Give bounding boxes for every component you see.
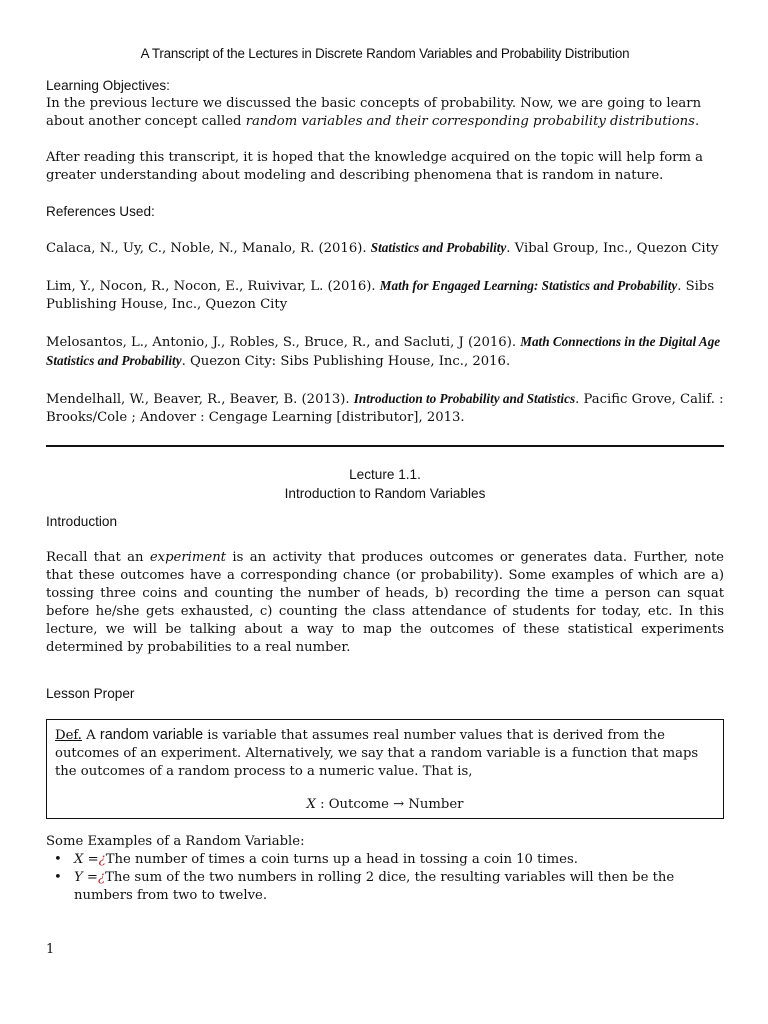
objectives-paragraph-1: In the previous lecture we discussed the basic concepts of probability. Now, we are going to learn about another concept called random variables and their corresponding probability distributions. xyxy=(46,96,702,129)
unknown-glyph: ¿ xyxy=(98,852,106,867)
reference-item: Lim, Y., Nocon, R., Nocon, E., Ruivivar, L. (2016). Math for Engaged Learning: Statistics and Probability. Sibs Publishing House, Inc., Quezon City xyxy=(46,278,715,312)
lesson-proper-heading: Lesson Proper xyxy=(46,686,135,701)
document-page xyxy=(46,46,724,905)
reference-item: Melosantos, L., Antonio, J., Robles, S., Bruce, R., and Sacluti, J (2016). Math Connections in the Digital Age Statistics and Probability. Quezon City: Sibs Publishing House, Inc., 2016. xyxy=(46,334,721,369)
definition-box xyxy=(46,719,724,819)
definition-label: Def. xyxy=(55,728,82,743)
lecture-title: Introduction to Random Variables xyxy=(284,486,486,501)
section-divider xyxy=(46,445,724,447)
introduction-paragraph: Recall that an experiment is an activity that produces outcomes or generates data. Further, note that these outcomes have a corresponding chance (or probability). Some examples of which are a) tossing three coins and counting the number of heads, b) recording the time a person can squat before he/she gets exhausted, c) counting the class attendance of students for today, etc. In this lecture, we will be talking about a way to map the outcomes of these statistical experiments determined by probabilities to a real number. xyxy=(46,550,724,655)
reference-item: Mendelhall, W., Beaver, R., Beaver, B. (2013). Introduction to Probability and Statistics. Pacific Grove, Calif. : Brooks/Cole ; Andover : Cengage Learning [distributor], 2013. xyxy=(46,391,724,425)
objectives-paragraph-2: After reading this transcript, it is hoped that the knowledge acquired on the topic will help form a greater understanding about modeling and describing phenomena that is random in nature. xyxy=(46,150,704,183)
definition-formula: X : Outcome → Number xyxy=(306,797,464,812)
references-heading: References Used: xyxy=(46,204,155,219)
lecture-number: Lecture 1.1. xyxy=(349,467,421,482)
page-number: 1 xyxy=(46,942,55,957)
list-item: • X =¿The number of times a coin turns up a head in tossing a coin 10 times. xyxy=(74,851,724,869)
objectives-heading: Learning Objectives: xyxy=(46,78,170,93)
introduction-heading: Introduction xyxy=(46,514,118,529)
examples-list xyxy=(46,851,724,905)
definition-text: Def. A random variable is variable that assumes real number values that is derived from the outcomes of an experiment. Alternatively, we say that a random variable is a function that maps the outcomes of a random process to a numeric value. That is, xyxy=(55,727,699,779)
examples-heading: Some Examples of a Random Variable: xyxy=(46,834,305,849)
document-title: A Transcript of the Lectures in Discrete Random Variables and Probability Distribution xyxy=(140,46,630,61)
objectives-emphasis: random variables and their corresponding probability distributions xyxy=(245,114,695,129)
definition-term: random variable xyxy=(99,727,204,743)
reference-item: Calaca, N., Uy, C., Noble, N., Manalo, R. (2016). Statistics and Probability. Vibal Group, Inc., Quezon City xyxy=(46,240,719,256)
unknown-glyph: ¿ xyxy=(97,870,106,885)
list-item: • Y =¿The sum of the two numbers in rolling 2 dice, the resulting variables will then be the numbers from two to twelve. xyxy=(74,869,724,905)
